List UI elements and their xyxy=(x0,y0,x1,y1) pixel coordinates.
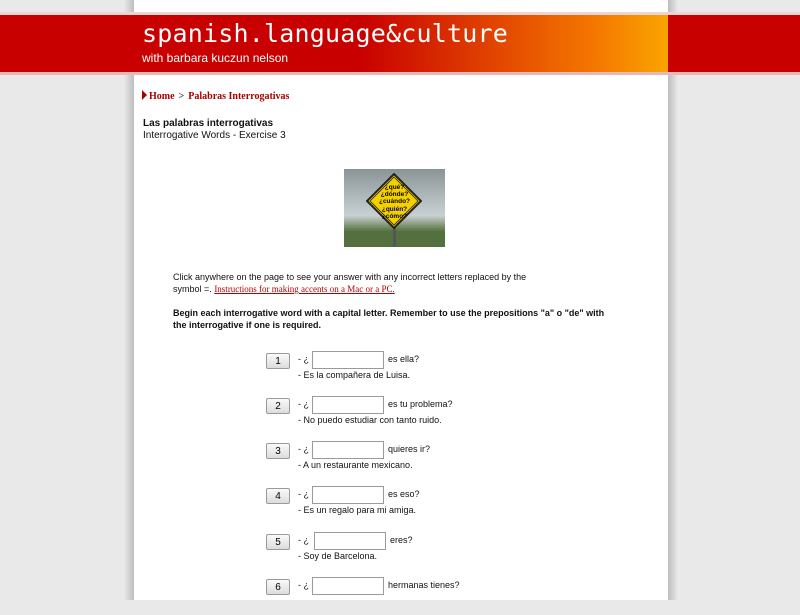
answer-hint: - No puedo estudiar con tanto ruido. xyxy=(298,415,442,425)
breadcrumb-home-link[interactable]: Home xyxy=(149,91,175,102)
question-text: quieres ir? xyxy=(388,444,431,454)
question-text: es eso? xyxy=(388,489,420,499)
check-answer-button[interactable]: 5 xyxy=(266,534,290,550)
sign-line: ¿quién? xyxy=(381,205,408,213)
check-answer-button[interactable]: 3 xyxy=(266,443,290,459)
answer-hint: - A un restaurante mexicano. xyxy=(298,460,413,470)
question-sign-image xyxy=(344,169,445,247)
answer-input[interactable] xyxy=(312,577,384,595)
question-row xyxy=(266,398,566,434)
sign-text xyxy=(373,184,416,220)
breadcrumb-separator: > xyxy=(178,91,185,102)
instructions-symbol: =. xyxy=(204,284,212,294)
banner-bottom-stripe xyxy=(0,72,800,75)
page-shadow-left xyxy=(124,0,134,600)
answer-hint: - Es la compañera de Luisa. xyxy=(298,370,411,380)
answer-input[interactable] xyxy=(314,532,386,550)
check-answer-button[interactable]: 1 xyxy=(266,353,290,369)
page-subtitle: Interrogative Words - Exercise 3 xyxy=(143,130,286,141)
question-prefix: - ¿ xyxy=(298,354,309,364)
question-row xyxy=(266,579,566,615)
answer-input[interactable] xyxy=(312,441,384,459)
exercise-rule: Begin each interrogative word with a capital letter. Remember to use the prepositions "a" o "de" with the interrogative if one is required. xyxy=(173,308,605,330)
breadcrumb xyxy=(142,90,289,102)
answer-hint: - Es un regalo para mi amiga. xyxy=(298,505,417,515)
breadcrumb-arrow-icon xyxy=(142,90,147,100)
instructions xyxy=(173,271,533,295)
question-prefix: - ¿ xyxy=(298,489,309,499)
question-text: eres? xyxy=(390,535,413,545)
question-text: hermanas tienes? xyxy=(388,580,460,590)
question-row xyxy=(266,353,566,389)
instructions-text: Click anywhere on the page to see your answer with any incorrect letters replaced by the symbol xyxy=(173,272,527,294)
question-row xyxy=(266,488,566,524)
question-prefix: - ¿ xyxy=(298,580,309,590)
question-prefix: - ¿ xyxy=(298,399,309,409)
answer-hint: - Soy de Barcelona. xyxy=(298,551,378,561)
breadcrumb-current-link[interactable]: Palabras Interrogativas xyxy=(188,91,290,102)
answer-input[interactable] xyxy=(312,396,384,414)
check-answer-button[interactable]: 4 xyxy=(266,488,290,504)
answer-input[interactable] xyxy=(312,486,384,504)
question-row xyxy=(266,443,566,479)
question-prefix: - ¿ xyxy=(298,535,309,545)
sign-line: ¿qué? xyxy=(384,184,405,191)
site-title[interactable]: spanish.language&culture xyxy=(142,19,509,48)
question-text: es tu problema? xyxy=(388,399,453,409)
sign-line: ¿cómo? xyxy=(381,212,408,220)
sign-line: ¿dónde? xyxy=(380,191,409,199)
check-answer-button[interactable]: 2 xyxy=(266,398,290,414)
question-prefix: - ¿ xyxy=(298,444,309,454)
page-title: Las palabras interrogativas xyxy=(143,118,274,129)
accent-instructions-link[interactable]: Instructions for making accents on a Mac or a PC. xyxy=(214,284,395,294)
answer-input[interactable] xyxy=(312,351,384,369)
question-text: es ella? xyxy=(388,354,420,364)
page-shadow-right xyxy=(668,0,678,600)
question-row xyxy=(266,534,566,570)
site-subtitle: with barbara kuczun nelson xyxy=(142,51,289,65)
sign-line: ¿cuándo? xyxy=(378,198,411,206)
check-answer-button[interactable]: 6 xyxy=(266,579,290,595)
